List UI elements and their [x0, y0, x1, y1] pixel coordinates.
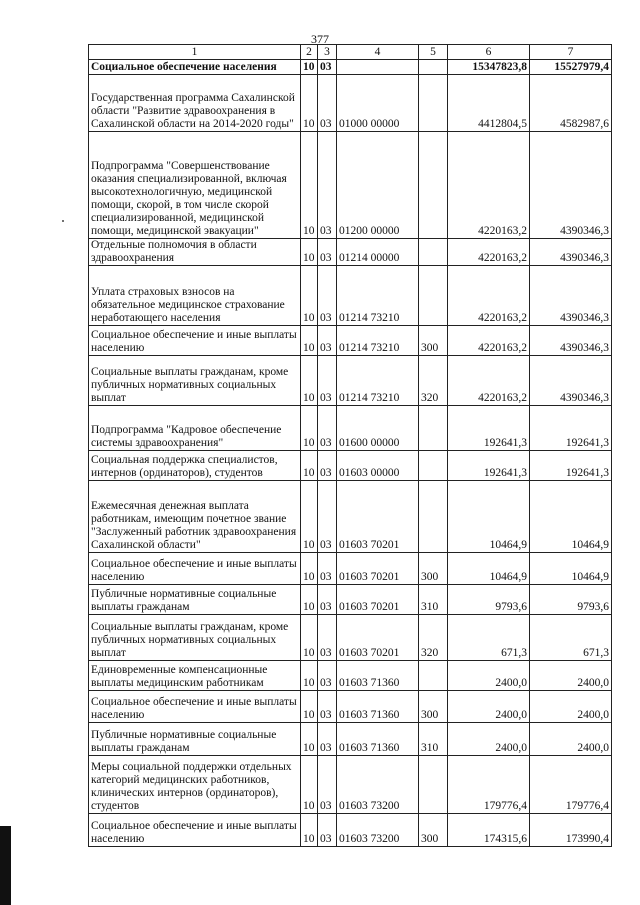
row-target-article: 01603 71360	[337, 661, 419, 691]
row-target-article	[337, 60, 419, 75]
table-row	[89, 239, 612, 266]
row-expense-type: 310	[419, 723, 448, 756]
row-amount-col6: 4220163,2	[448, 326, 530, 356]
scan-edge-shadow	[0, 826, 11, 905]
row-amount-col7: 2400,0	[530, 661, 612, 691]
row-target-article: 01214 73210	[337, 266, 419, 326]
row-amount-col7: 15527979,4	[530, 60, 612, 75]
row-section: 10	[301, 239, 318, 266]
table-row	[89, 723, 612, 756]
row-expense-type: 310	[419, 585, 448, 615]
row-subsection: 03	[318, 406, 337, 451]
row-amount-col7: 4390346,3	[530, 356, 612, 406]
row-amount-col7: 2400,0	[530, 723, 612, 756]
table-row	[89, 585, 612, 615]
row-name: Социальное обеспечение и иные выплаты населению	[89, 553, 301, 585]
row-amount-col7: 173990,4	[530, 814, 612, 847]
row-amount-col7: 4582987,6	[530, 75, 612, 132]
header-col-6: 6	[448, 45, 530, 60]
row-subsection: 03	[318, 75, 337, 132]
row-subsection: 03	[318, 266, 337, 326]
row-target-article: 01603 70201	[337, 615, 419, 661]
row-section: 10	[301, 481, 318, 553]
row-section: 10	[301, 406, 318, 451]
row-expense-type	[419, 75, 448, 132]
row-subsection: 03	[318, 691, 337, 723]
table-row	[89, 266, 612, 326]
row-name: Ежемесячная денежная выплата работникам, имеющим почетное звание "Заслуженный работник здравоохранения Сахалинской области"	[89, 481, 301, 553]
row-subsection: 03	[318, 60, 337, 75]
table-row	[89, 406, 612, 451]
row-amount-col7: 4390346,3	[530, 239, 612, 266]
header-col-2: 2	[301, 45, 318, 60]
row-name: Подпрограмма "Кадровое обеспечение системы здравоохранения"	[89, 406, 301, 451]
row-subsection: 03	[318, 615, 337, 661]
row-expense-type	[419, 266, 448, 326]
row-name: Социальные выплаты гражданам, кроме публичных нормативных социальных выплат	[89, 615, 301, 661]
row-amount-col7: 192641,3	[530, 451, 612, 481]
row-subsection: 03	[318, 585, 337, 615]
row-amount-col6: 4220163,2	[448, 132, 530, 239]
row-expense-type: 300	[419, 814, 448, 847]
row-name: Социальное обеспечение и иные выплаты населению	[89, 326, 301, 356]
table-row	[89, 691, 612, 723]
row-amount-col7: 671,3	[530, 615, 612, 661]
row-amount-col7: 9793,6	[530, 585, 612, 615]
row-expense-type: 300	[419, 553, 448, 585]
row-subsection: 03	[318, 239, 337, 266]
row-expense-type	[419, 481, 448, 553]
row-section: 10	[301, 553, 318, 585]
row-expense-type	[419, 661, 448, 691]
row-name: Отдельные полномочия в области здравоохранения	[89, 239, 301, 266]
row-subsection: 03	[318, 756, 337, 814]
table-row	[89, 60, 612, 75]
row-amount-col7: 4390346,3	[530, 132, 612, 239]
table-row	[89, 132, 612, 239]
row-amount-col7: 4390346,3	[530, 266, 612, 326]
row-subsection: 03	[318, 814, 337, 847]
row-subsection: 03	[318, 661, 337, 691]
table-row	[89, 481, 612, 553]
row-amount-col6: 9793,6	[448, 585, 530, 615]
row-amount-col6: 192641,3	[448, 406, 530, 451]
row-name: Социальное обеспечение населения	[89, 60, 301, 75]
row-name: Уплата страховых взносов на обязательное медицинское страхование неработающего населения	[89, 266, 301, 326]
row-amount-col6: 179776,4	[448, 756, 530, 814]
row-target-article: 01214 00000	[337, 239, 419, 266]
row-section: 10	[301, 75, 318, 132]
row-amount-col6: 2400,0	[448, 691, 530, 723]
row-section: 10	[301, 661, 318, 691]
row-section: 10	[301, 356, 318, 406]
row-name: Единовременные компенсационные выплаты медицинским работникам	[89, 661, 301, 691]
table-row	[89, 451, 612, 481]
row-subsection: 03	[318, 356, 337, 406]
row-expense-type: 320	[419, 615, 448, 661]
table-row	[89, 661, 612, 691]
row-amount-col6: 4220163,2	[448, 356, 530, 406]
row-expense-type: 300	[419, 691, 448, 723]
header-col-4: 4	[337, 45, 419, 60]
row-expense-type	[419, 239, 448, 266]
row-name: Социальное обеспечение и иные выплаты населению	[89, 814, 301, 847]
row-target-article: 01603 70201	[337, 553, 419, 585]
row-target-article: 01603 71360	[337, 723, 419, 756]
row-name: Социальные выплаты гражданам, кроме публичных нормативных социальных выплат	[89, 356, 301, 406]
row-target-article: 01000 00000	[337, 75, 419, 132]
row-amount-col7: 10464,9	[530, 481, 612, 553]
table-row	[89, 814, 612, 847]
row-amount-col6: 2400,0	[448, 661, 530, 691]
row-name: Меры социальной поддержки отдельных категорий медицинских работников, клинических интернов (ординаторов), студентов	[89, 756, 301, 814]
row-name: Публичные нормативные социальные выплаты гражданам	[89, 585, 301, 615]
row-section: 10	[301, 451, 318, 481]
row-amount-col7: 4390346,3	[530, 326, 612, 356]
row-amount-col6: 15347823,8	[448, 60, 530, 75]
row-target-article: 01214 73210	[337, 326, 419, 356]
row-section: 10	[301, 723, 318, 756]
row-target-article: 01603 73200	[337, 814, 419, 847]
table-row	[89, 356, 612, 406]
header-col-1: 1	[89, 45, 301, 60]
row-section: 10	[301, 60, 318, 75]
row-amount-col6: 174315,6	[448, 814, 530, 847]
row-name: Социальная поддержка специалистов, интернов (ординаторов), студентов	[89, 451, 301, 481]
row-section: 10	[301, 615, 318, 661]
row-section: 10	[301, 326, 318, 356]
row-subsection: 03	[318, 132, 337, 239]
row-target-article: 01200 00000	[337, 132, 419, 239]
row-section: 10	[301, 585, 318, 615]
row-expense-type	[419, 60, 448, 75]
row-subsection: 03	[318, 326, 337, 356]
row-expense-type	[419, 756, 448, 814]
row-expense-type	[419, 451, 448, 481]
scan-speck	[62, 220, 64, 222]
header-col-7: 7	[530, 45, 612, 60]
row-section: 10	[301, 691, 318, 723]
row-amount-col6: 2400,0	[448, 723, 530, 756]
row-name: Социальное обеспечение и иные выплаты населению	[89, 691, 301, 723]
header-col-5: 5	[419, 45, 448, 60]
row-target-article: 01214 73210	[337, 356, 419, 406]
row-section: 10	[301, 266, 318, 326]
row-name: Государственная программа Сахалинской области "Развитие здравоохранения в Сахалинской области на 2014-2020 годы"	[89, 75, 301, 132]
row-target-article: 01603 70201	[337, 585, 419, 615]
row-amount-col7: 192641,3	[530, 406, 612, 451]
row-name: Подпрограмма "Совершенствование оказания специализированной, включая высокотехнологичную, медицинской помощи, скорой, в том числе скорой специализированной, медицинской помощи, медицинской эвакуации"	[89, 132, 301, 239]
header-row	[89, 45, 612, 60]
row-target-article: 01603 00000	[337, 451, 419, 481]
row-amount-col6: 4220163,2	[448, 266, 530, 326]
row-section: 10	[301, 756, 318, 814]
row-section: 10	[301, 132, 318, 239]
row-amount-col6: 192641,3	[448, 451, 530, 481]
row-amount-col6: 671,3	[448, 615, 530, 661]
table-row	[89, 553, 612, 585]
row-subsection: 03	[318, 723, 337, 756]
row-amount-col7: 10464,9	[530, 553, 612, 585]
row-name: Публичные нормативные социальные выплаты гражданам	[89, 723, 301, 756]
header-col-3: 3	[318, 45, 337, 60]
page-number: 377	[311, 32, 329, 46]
table-row	[89, 326, 612, 356]
row-expense-type	[419, 132, 448, 239]
row-target-article: 01603 71360	[337, 691, 419, 723]
row-section: 10	[301, 814, 318, 847]
row-target-article: 01600 00000	[337, 406, 419, 451]
row-expense-type: 300	[419, 326, 448, 356]
row-target-article: 01603 73200	[337, 756, 419, 814]
row-amount-col6: 10464,9	[448, 553, 530, 585]
row-expense-type: 320	[419, 356, 448, 406]
row-expense-type	[419, 406, 448, 451]
table-row	[89, 75, 612, 132]
row-amount-col7: 2400,0	[530, 691, 612, 723]
row-target-article: 01603 70201	[337, 481, 419, 553]
row-amount-col6: 4220163,2	[448, 239, 530, 266]
row-amount-col6: 10464,9	[448, 481, 530, 553]
row-subsection: 03	[318, 451, 337, 481]
row-amount-col6: 4412804,5	[448, 75, 530, 132]
row-amount-col7: 179776,4	[530, 756, 612, 814]
row-subsection: 03	[318, 481, 337, 553]
budget-table	[88, 44, 612, 847]
table-row	[89, 615, 612, 661]
table-row	[89, 756, 612, 814]
row-subsection: 03	[318, 553, 337, 585]
